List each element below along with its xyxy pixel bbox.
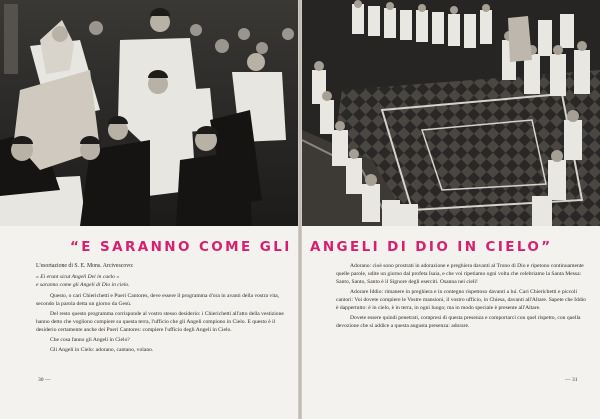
section-heading: L'esortazione di S. E. Mons. Arcivescovo: — [36, 263, 134, 269]
left-page — [0, 0, 298, 419]
page-number-left: 30 — — [38, 377, 51, 383]
paragraph: Che cosa fanno gli Angeli in Cielo? — [50, 336, 130, 343]
paragraph: Adorano: cioè sono prostrati in adorazione e preghiera davanti al Trono di Dio e ripetono continuamente quelle parole, udite un giorno dal profeta Isaia, e che voi ripetiamo ogni volta che celebriamo la Santa Messa: Santo, Santo, Santo è il Signore degli eserciti. Osanna nei cieli! — [336, 263, 584, 285]
right-body-text — [336, 263, 588, 333]
paragraph: Dovete essere quindi penetrati, compresi di questa presenza e comportarci con quel rispetto, con quella devozione che si addice a questa augusta presenza: adorare. — [336, 314, 581, 329]
headline-right: ANGELI DI DIO IN CIELO” — [310, 239, 553, 255]
paragraph: Questo, o cari Chierichetti e Pueri Cantores, deve essere il programma d'ora in avanti della vostra vita, secondo la parola detta un giorno da Gesù. — [36, 292, 280, 307]
right-photo-altar-boys-in-procession — [302, 0, 600, 226]
right-page — [302, 0, 600, 419]
left-body-text — [36, 263, 286, 357]
scripture-quote-latin: « Ei erunt sicut Angeli Dei in caelo » — [36, 273, 120, 280]
page-number-right: — 31 — [565, 377, 578, 383]
left-photo-ceremony-clergy-and-boys — [0, 0, 298, 226]
scripture-quote-italian: e saranno come gli Angeli di Dio in cielo. — [36, 281, 130, 288]
headline-left: “E SARANNO COME GLI — [70, 239, 292, 255]
paragraph: Gli Angeli in Cielo: adorano, cantano, volano. — [50, 346, 154, 353]
paragraph: Adorare Iddio: rimanere in preghiera e in contegno rispettoso davanti a lui. Cari Chierichetti e piccoli cantori: Voi dovete compiere le Vostre mansioni, il vostro ufficio, in Chiesa, davanti all'Altare. Sapete che Iddio è dappertutto: è in cielo, è in terra, in ogni luogo; ma in modo speciale è presente all'Altare. — [336, 288, 586, 311]
paragraph: Del resto questo programma corrisponde al vostro stesso desiderio: i Chierichetti all'atto della vestizione hanno detto che vogliono compiere su questa terra, l'ufficio che gli Angeli compiono in Cielo. E questo è il desiderio certamente anche dei Pueri Cantores: compiere l'ufficio degli Angeli in Cielo. — [36, 310, 284, 333]
